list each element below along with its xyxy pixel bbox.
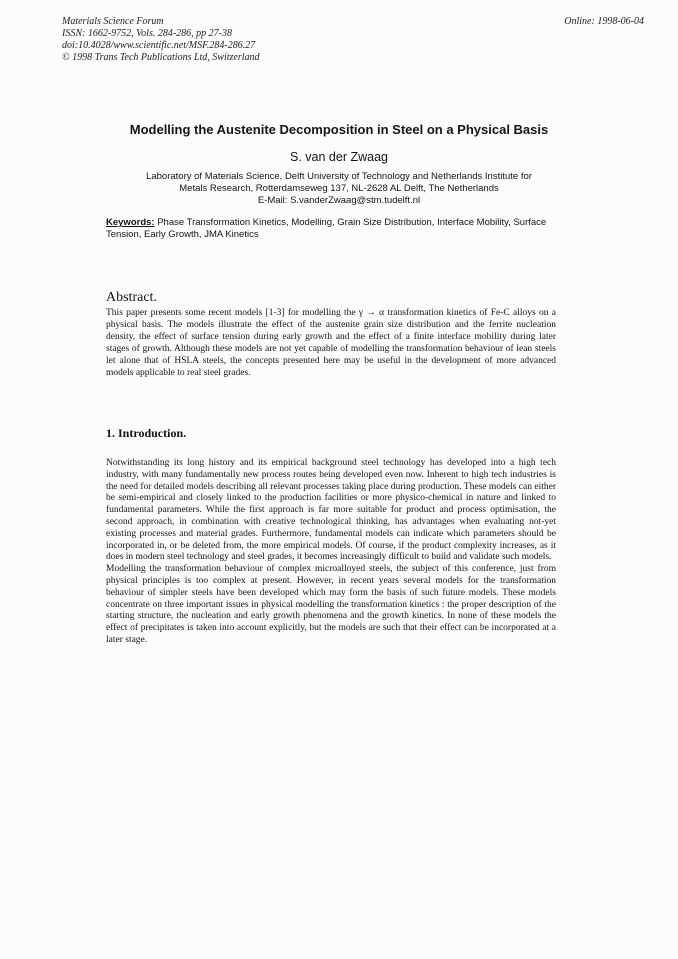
copyright-line: © 1998 Trans Tech Publications Ltd, Switzerland xyxy=(62,52,260,63)
keywords xyxy=(106,217,556,241)
online-date: Online: 1998-06-04 xyxy=(564,16,644,27)
affiliation-email: E-Mail: S.vanderZwaag@stm.tudelft.nl xyxy=(257,195,421,206)
paper-title: Modelling the Austenite Decomposition in Steel on a Physical Basis xyxy=(129,122,549,137)
introduction-paragraph-1: Notwithstanding its long history and its empirical background steel technology has developed into a high tech industry, with many fundamentally new process routes being developed even now. Inherent to high tech industries is the need for detailed models describing all relevant processes taking place during production. These models can either be semi-empirical and closely linked to the production facilities or more physico-chemical in nature and linked to fundamental parameters. While the first approach is far more suitable for product and process optimisation, the second approach, in combination with creative technological thinking, has advantages when evaluating not-yet existing processes and material grades. Furthermore, fundamental models can indicate which parameters should be incorporated in, or be deleted from, the more empirical models. Of course, if the product complexity increases, as it does in modern steel technology and steel grades, it becomes increasingly difficult to build and validate such models. xyxy=(106,458,556,563)
abstract-text: This paper presents some recent models [1-3] for modelling the γ → α transformation kinetics of Fe-C alloys on a physical basis. The models illustrate the effect of the austenite grain size distribution and the ferrite nucleation density, the effect of surface tension during early growth and the effect of a finite interface mobility during later stages of growth. Although these models are not yet capable of modelling the transformation behaviour of lean steels let alone that of HSLA steels, the concepts presented here may be useful in the development of more advanced models applicable to real steel grades. xyxy=(106,308,556,378)
keywords-label: Keywords: xyxy=(106,217,155,228)
journal-name: Materials Science Forum xyxy=(62,16,164,27)
publication-info xyxy=(62,16,260,64)
introduction-paragraph-2: Modelling the transformation behaviour of complex microalloyed steels, the subject of this conference, just from physical principles is too complex at present. However, in recent years several models for the transformation behaviour of simpler steels have been developed which may form the basis of such future models. These models concentrate on three important issues in physical modelling the transformation kinetics : the proper description of the starting structure, the nucleation and early growth phenomena and the growth kinetics. In none of these models the effect of precipitates is taken into account explicitly, but the models are such that their effect can be incorporated at a later stage. xyxy=(106,564,556,645)
keywords-text: Phase Transformation Kinetics, Modelling, Grain Size Distribution, Interface Mobility, Surface Tension, Early Growth, JMA Kinetics xyxy=(106,217,547,240)
doi-line: doi:10.4028/www.scientific.net/MSF.284-286.27 xyxy=(62,40,256,51)
author-name: S. van der Zwaag xyxy=(290,150,388,164)
introduction-heading: 1. Introduction. xyxy=(106,426,187,440)
abstract-heading: Abstract. xyxy=(106,290,157,305)
affiliation xyxy=(0,171,678,207)
affiliation-line-1: Laboratory of Materials Science, Delft University of Technology and Netherlands Institute for xyxy=(146,171,532,182)
issn-line: ISSN: 1662-9752, Vols. 284-286, pp 27-38 xyxy=(62,28,232,39)
affiliation-line-2: Metals Research, Rotterdamseweg 137, NL-2628 AL Delft, The Netherlands xyxy=(179,183,499,194)
introduction-body xyxy=(106,458,556,647)
